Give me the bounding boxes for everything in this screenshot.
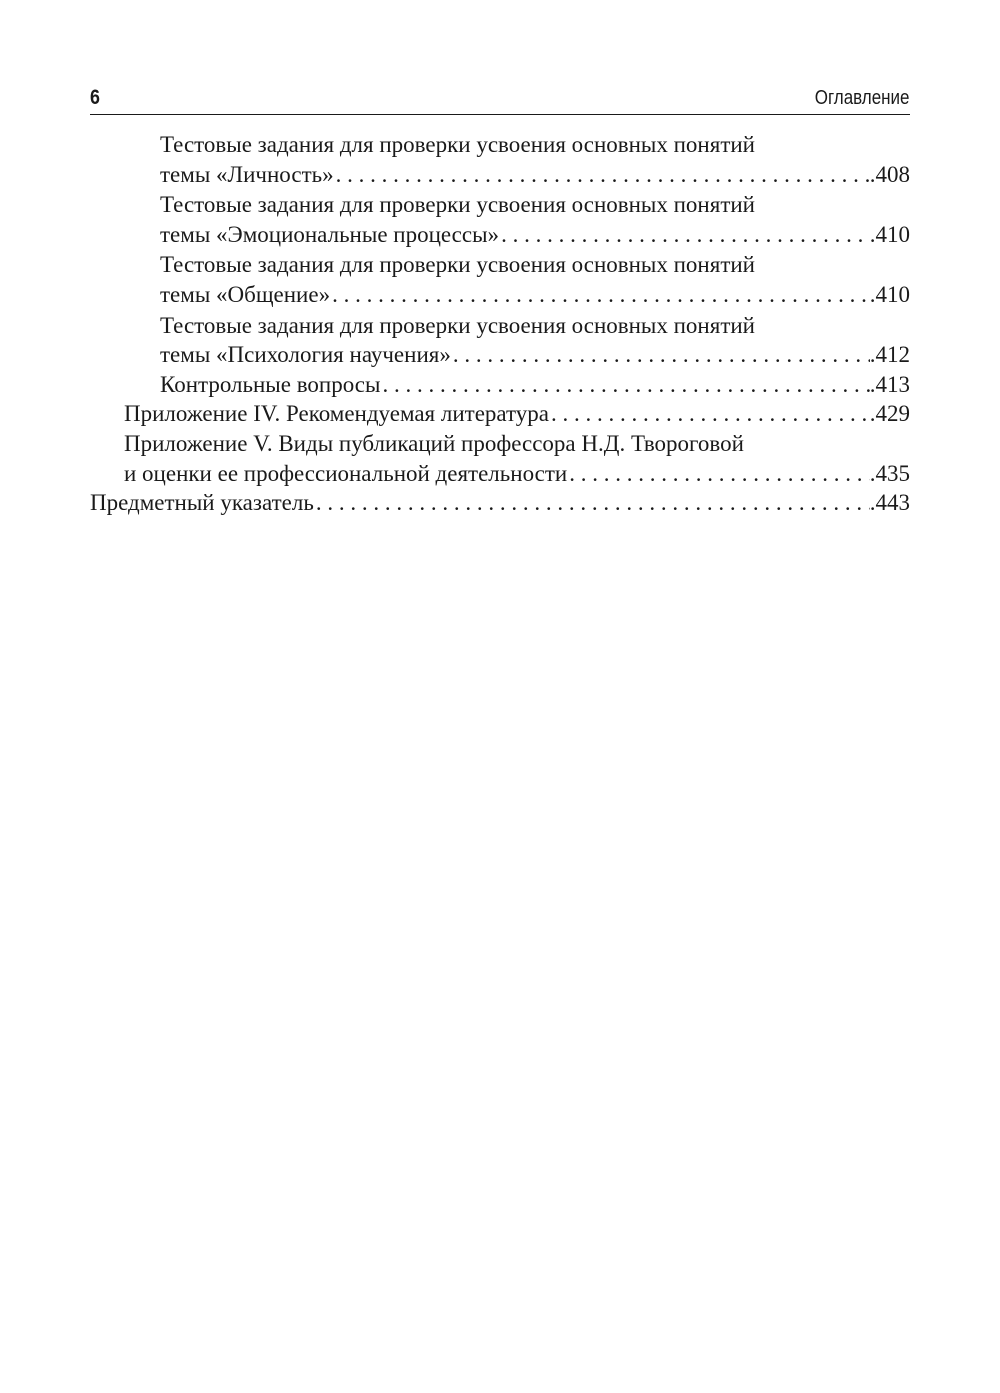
toc-page-number: .408: [870, 160, 910, 190]
toc-entry-text: темы «Общение»: [160, 280, 332, 310]
toc-page-number: .413: [870, 370, 910, 400]
toc-entry-text: темы «Личность»: [160, 160, 336, 190]
toc-entry-line: [90, 190, 910, 220]
toc-page-number: .443: [870, 488, 910, 518]
toc-entry-text: Тестовые задания для проверки усвоения основных понятий: [160, 192, 755, 218]
dot-leader: [332, 280, 870, 310]
toc-entry-line: [90, 429, 910, 459]
toc-entry-line: [90, 311, 910, 341]
toc-entry-line[interactable]: [90, 459, 910, 489]
toc-entry-text: Тестовые задания для проверки усвоения основных понятий: [160, 132, 755, 157]
toc-entry-text: Контрольные вопросы: [160, 370, 382, 400]
dot-leader: [336, 160, 870, 190]
toc-entry-line[interactable]: [90, 340, 910, 370]
toc-entry-text: Предметный указатель: [90, 488, 316, 518]
dot-leader: [569, 459, 870, 489]
toc-entry-line: [90, 250, 910, 280]
toc-entry-line[interactable]: [90, 280, 910, 310]
toc-entry-text: Приложение IV. Рекомендуемая литература: [124, 399, 551, 429]
toc-entry-text: и оценки ее профессиональной деятельности: [124, 459, 569, 489]
toc-entry-line[interactable]: [90, 220, 910, 250]
toc-entry-line[interactable]: [90, 399, 910, 429]
toc-entry-text: темы «Психология научения»: [160, 340, 453, 370]
dot-leader: [551, 399, 870, 429]
toc-page-number: .429: [870, 399, 910, 429]
toc-entry-text: темы «Эмоциональные процессы»: [160, 220, 501, 250]
toc-page-number: .410: [870, 280, 910, 310]
toc-page-number: .435: [870, 459, 910, 489]
dot-leader: [501, 220, 870, 250]
table-of-contents: [90, 130, 910, 518]
toc-page-number: .410: [870, 220, 910, 250]
toc-entry-text: Тестовые задания для проверки усвоения основных понятий: [160, 252, 755, 278]
running-head: [90, 84, 910, 115]
page-number: 6: [90, 86, 100, 109]
toc-entry-line: [90, 130, 910, 160]
dot-leader: [382, 370, 869, 400]
toc-entry-text: Тестовые задания для проверки усвоения основных понятий: [160, 312, 755, 338]
toc-entry-text: Приложение V. Виды публикаций профессора Н.Д. Твороговой: [124, 430, 744, 456]
toc-entry-line[interactable]: [90, 488, 910, 518]
toc-page-number: .412: [870, 340, 910, 370]
dot-leader: [316, 488, 870, 518]
toc-entry-line[interactable]: [90, 370, 910, 400]
running-title: Оглавление: [815, 87, 910, 109]
dot-leader: [453, 340, 870, 370]
toc-entry-line[interactable]: [90, 160, 910, 190]
